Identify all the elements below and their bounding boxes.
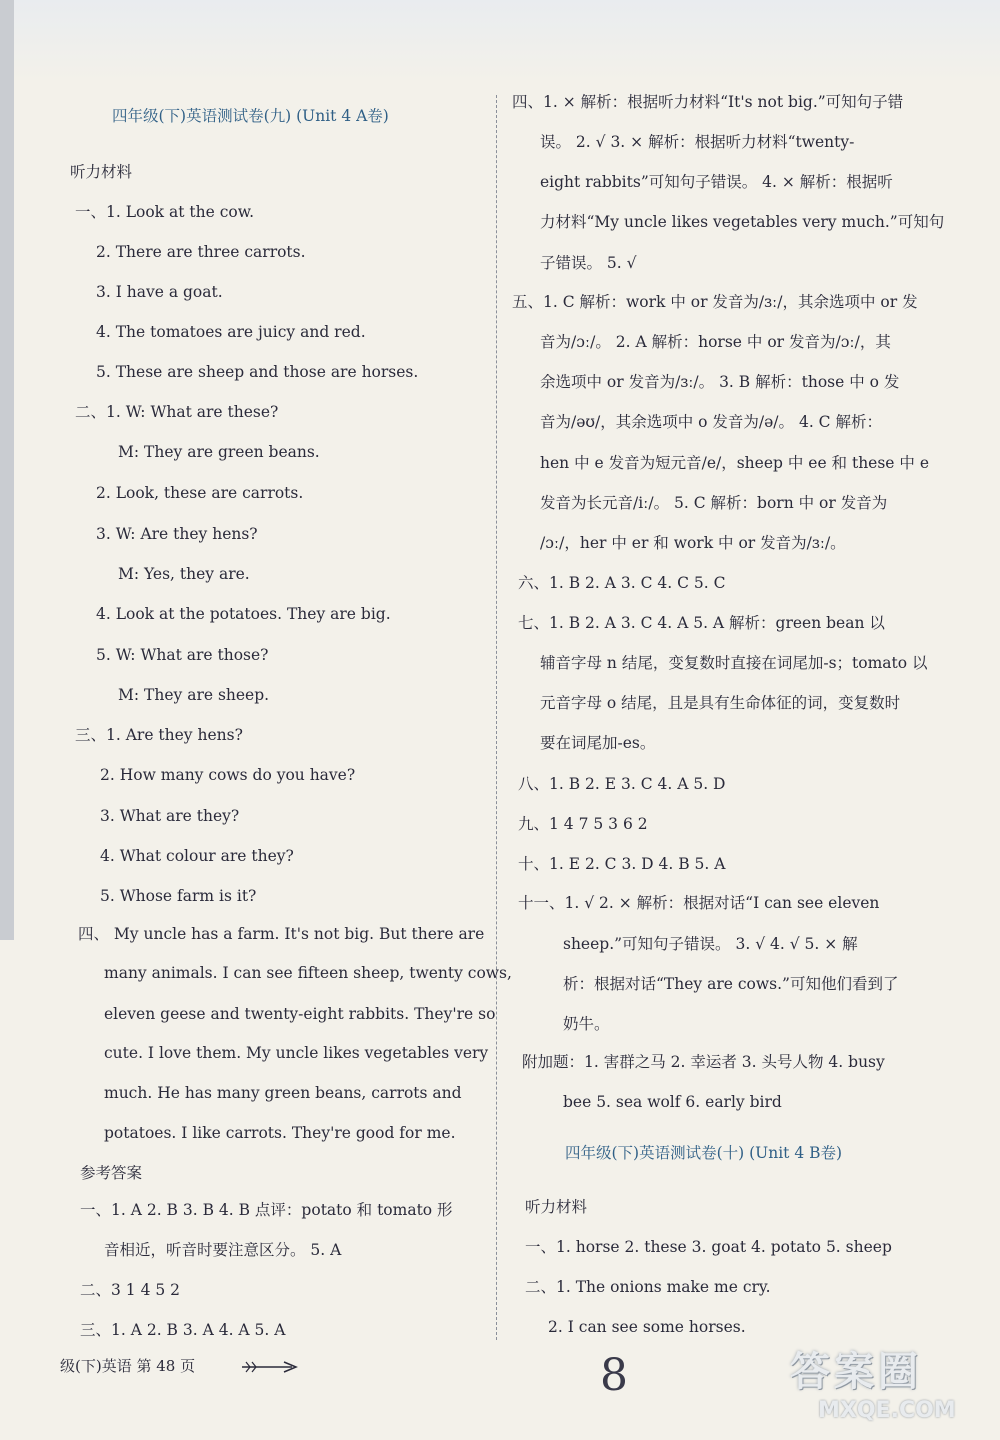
text-line: 四、1. × 解析：根据听力材料“It's not big.”可知句子错 (512, 93, 904, 111)
text-line: 2. Look, these are carrots. (96, 484, 304, 502)
text-line: M: Yes, they are. (118, 565, 250, 583)
text-line: 析：根据对话“They are cows.”可知他们看到了 (563, 975, 899, 993)
text-line: 2. There are three carrots. (96, 243, 306, 261)
text-line: eight rabbits”可知句子错误。 4. × 解析：根据听 (540, 173, 893, 191)
text-line: 4. Look at the potatoes. They are big. (96, 605, 391, 623)
text-line: 音相近，听音时要注意区分。 5. A (104, 1241, 342, 1259)
text-line: 十一、1. √ 2. × 解析：根据对话“I can see eleven (518, 894, 880, 912)
handwritten-page-number: 8 (600, 1350, 628, 1401)
text-line: much. He has many green beans, carrots and (104, 1084, 462, 1102)
text-line: 音为/əʊ/，其余选项中 o 发音为/ə/。 4. C 解析： (540, 413, 882, 431)
text-line: 误。 2. √ 3. × 解析：根据听力材料“twenty- (540, 133, 855, 151)
text-line: 二、1. The onions make me cry. (525, 1278, 771, 1296)
text-line: 附加题：1. 害群之马 2. 幸运者 3. 头号人物 4. busy (522, 1053, 885, 1071)
text-line: cute. I love them. My uncle likes vegetables very (104, 1044, 489, 1062)
text-line: sheep.”可知句子错误。 3. √ 4. √ 5. × 解 (563, 935, 858, 953)
text-line: M: They are green beans. (118, 443, 320, 461)
section-heading-listening: 听力材料 (70, 163, 133, 181)
text-line: 一、1. Look at the cow. (75, 203, 255, 221)
text-line: 二、3 1 4 5 2 (80, 1281, 181, 1299)
text-line: 五、1. C 解析：work 中 or 发音为/ɜː/，其余选项中 or 发 (512, 293, 918, 311)
text-line: 3. What are they? (100, 807, 240, 825)
text-line: 要在词尾加-es。 (540, 734, 656, 752)
text-line: 奶牛。 (563, 1015, 610, 1033)
text-line: 5. Whose farm is it? (100, 887, 257, 905)
section-heading-listening: 听力材料 (525, 1198, 588, 1216)
watermark-url: MXQE.COM (818, 1398, 956, 1423)
section-heading-answers: 参考答案 (80, 1164, 143, 1182)
text-line: 一、1. horse 2. these 3. goat 4. potato 5. sheep (525, 1238, 892, 1256)
text-line: 元音字母 o 结尾，且是具有生命体征的词，变复数时 (540, 694, 901, 712)
text-line: 5. W: What are those? (96, 646, 269, 664)
text-line: 八、1. B 2. E 3. C 4. A 5. D (518, 775, 726, 793)
text-line: 音为/ɔː/。 2. A 解析：horse 中 or 发音为/ɔː/，其 (540, 333, 891, 351)
text-line: 子错误。 5. √ (540, 254, 637, 272)
page-footer: 级(下)英语 第 48 页 (60, 1357, 196, 1375)
text-line: 六、1. B 2. A 3. C 4. C 5. C (518, 574, 726, 592)
text-line: 4. What colour are they? (100, 847, 294, 865)
text-line: 九、1 4 7 5 3 6 2 (518, 815, 648, 833)
watermark (790, 1340, 990, 1435)
test-title-9: 四年级(下)英语测试卷(九) (Unit 4 A卷) (112, 107, 389, 125)
test-title-10: 四年级(下)英语测试卷(十) (Unit 4 B卷) (565, 1144, 843, 1162)
text-line: 三、1. A 2. B 3. A 4. A 5. A (80, 1321, 286, 1339)
text-line: 十、1. E 2. C 3. D 4. B 5. A (518, 855, 726, 873)
page-left-edge (0, 0, 14, 940)
text-line: many animals. I can see fifteen sheep, twenty cows, (104, 964, 512, 982)
text-line: potatoes. I like carrots. They're good for me. (104, 1124, 456, 1142)
text-line: 力材料“My uncle likes vegetables very much.”可知句 (540, 213, 945, 231)
column-divider (496, 95, 497, 1340)
text-line: 2. How many cows do you have? (100, 766, 356, 784)
arrow-decoration-icon (240, 1360, 300, 1374)
text-line: 七、1. B 2. A 3. C 4. A 5. A 解析：green bean 以 (518, 614, 885, 632)
text-line: 二、1. W: What are these? (75, 403, 279, 421)
text-line: /ɔː/，her 中 er 和 work 中 or 发音为/ɜː/。 (540, 534, 846, 552)
text-line: 三、1. Are they hens? (75, 726, 243, 744)
text-line: 3. I have a goat. (96, 283, 223, 301)
text-line: 一、1. A 2. B 3. B 4. B 点评：potato 和 tomato 形 (80, 1201, 453, 1219)
text-line: M: They are sheep. (118, 686, 270, 704)
page-top-band (0, 0, 1000, 80)
text-line: 四、 My uncle has a farm. It's not big. But there are (78, 925, 485, 943)
text-line: 3. W: Are they hens? (96, 525, 258, 543)
text-line: bee 5. sea wolf 6. early bird (563, 1093, 782, 1111)
text-line: 辅音字母 n 结尾，变复数时直接在词尾加-s；tomato 以 (540, 654, 928, 672)
text-line: eleven geese and twenty-eight rabbits. They're so (104, 1005, 496, 1023)
watermark-logo: 答案圈 (790, 1349, 922, 1395)
text-line: hen 中 e 发音为短元音/e/，sheep 中 ee 和 these 中 e (540, 454, 930, 472)
text-line: 4. The tomatoes are juicy and red. (96, 323, 366, 341)
text-line: 5. These are sheep and those are horses. (96, 363, 419, 381)
text-line: 2. I can see some horses. (548, 1318, 746, 1336)
text-line: 余选项中 or 发音为/ɜː/。 3. B 解析：those 中 o 发 (540, 373, 900, 391)
text-line: 发音为长元音/iː/。 5. C 解析：born 中 or 发音为 (540, 494, 888, 512)
